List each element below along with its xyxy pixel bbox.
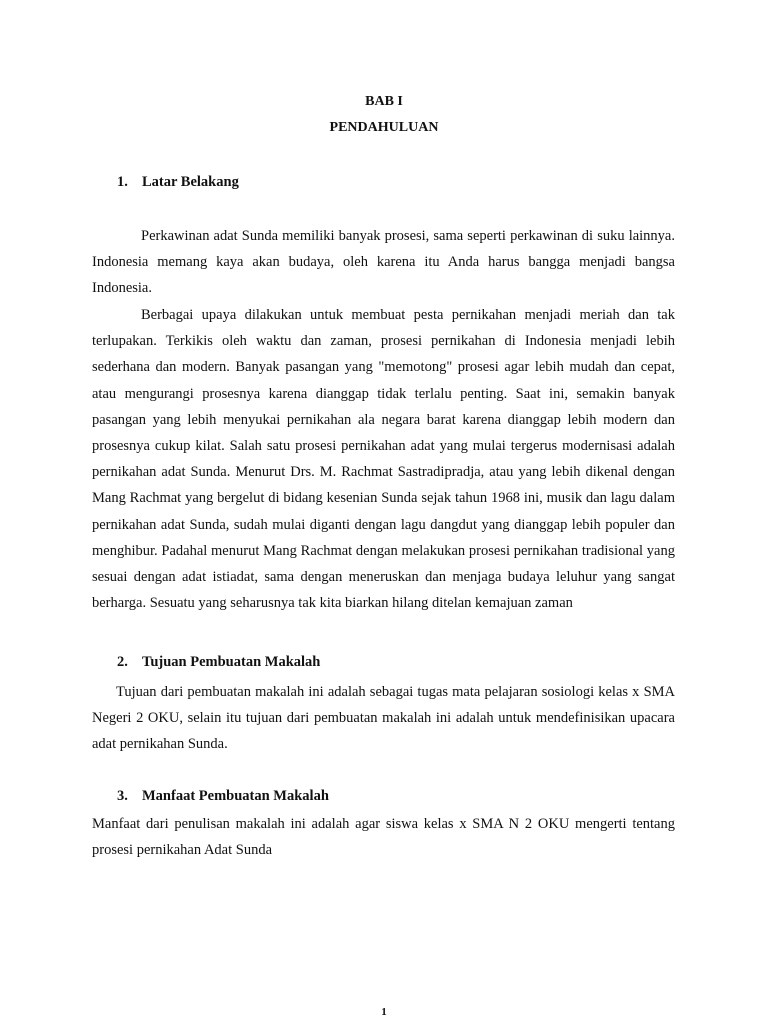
paragraph-manfaat: Manfaat dari penulisan makalah ini adalah agar siswa kelas x SMA N 2 OKU mengerti tentang prosesi pernikahan Adat Sunda [92,816,675,859]
chapter-number: BAB I [365,94,403,109]
chapter-title: PENDAHULUAN [329,120,439,135]
section-title: Manfaat Pembuatan Makalah [142,788,329,804]
section-title: Latar Belakang [142,174,239,190]
section-number: 1. [117,174,128,190]
section-title: Tujuan Pembuatan Makalah [142,654,321,670]
section-number: 2. [117,654,128,670]
section-heading-manfaat [117,788,329,805]
paragraph-latar-belakang-2: Berbagai upaya dilakukan untuk membuat pesta pernikahan menjadi meriah dan tak terlupakan. Terkikis oleh waktu dan zaman, prosesi pernikahan di Indonesia menjadi lebih sederhana dan modern. Banyak pasangan yang "memotong" prosesi agar lebih mudah dan cepat, atau mengurangi prosesnya karena dianggap tidak terlalu penting. Saat ini, semakin banyak pasangan yang lebih menyukai pernikahan ala negara barat karena dianggap lebih modern dan prosesnya cukup kilat. Salah satu prosesi pernikahan adat yang mulai tergerus modernisasi adalah pernikahan adat Sunda. Menurut Drs. M. Rachmat Sastradipradja, atau yang lebih dikenal dengan Mang Rachmat yang bergelut di bidang kesenian Sunda sejak tahun 1968 ini, musik dan lagu dalam pernikahan adat Sunda, sudah mulai diganti dengan lagu dangdut yang dianggap lebih populer dan menghibur. Padahal menurut Mang Rachmat dengan melakukan prosesi pernikahan tradisional yang sesuai dengan adat istiadat, sama dengan meneruskan dan menjaga budaya leluhur yang sangat berharga. Sesuatu yang seharusnya tak kita biarkan hilang ditelan kemajuan zaman [92,307,675,612]
paragraph-latar-belakang-1: Perkawinan adat Sunda memiliki banyak prosesi, sama seperti perkawinan di suku lainnya. Indonesia memang kaya akan budaya, oleh karena itu Anda harus bangga menjadi bangsa Indonesia. [92,228,675,297]
paragraph-tujuan: Tujuan dari pembuatan makalah ini adalah sebagai tugas mata pelajaran sosiologi kelas x SMA Negeri 2 OKU, selain itu tujuan dari pembuatan makalah ini adalah untuk mendefinisikan upacara adat pernikahan Sunda. [92,684,675,753]
section-number: 3. [117,788,128,804]
section-heading-tujuan [117,654,320,671]
page-number: 1 [381,1006,387,1018]
section-heading-latar-belakang [117,174,239,191]
